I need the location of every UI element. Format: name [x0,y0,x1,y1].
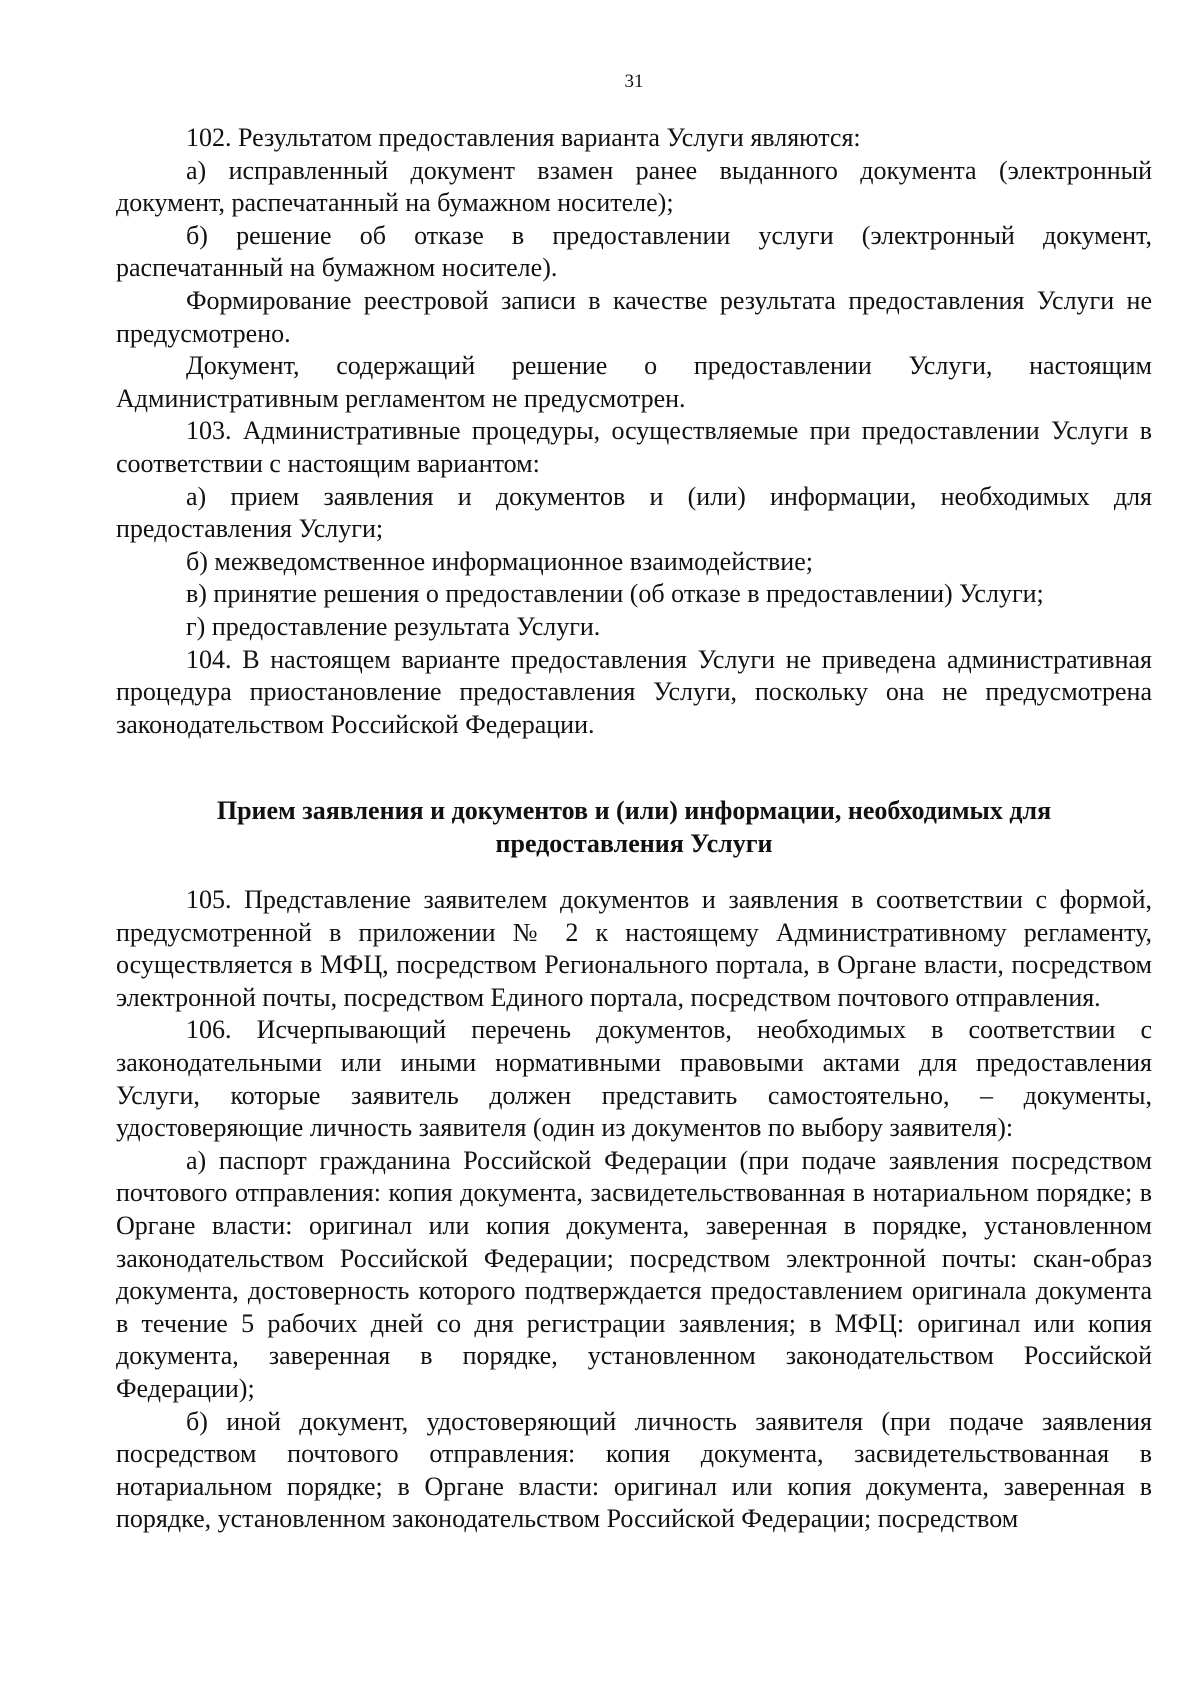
paragraph-registry-record: Формирование реестровой записи в качестве результата предоставления Услуги не предусмотрено. [116,285,1152,348]
paragraph-102: 102. Результатом предоставления варианта Услуги являются: [186,123,861,152]
paragraph-103-c: в) принятие решения о предоставлении (об отказе в предоставлении) Услуги; [186,579,1044,609]
page-number: 31 [624,71,644,92]
paragraph-103: 103. Административные процедуры, осуществляемые при предоставлении Услуги в соответствии с настоящим вариантом: [116,416,1152,478]
paragraph-103-d: г) предоставление результата Услуги. [186,611,601,641]
paragraph-103-b: б) межведомственное информационное взаимодействие; [186,546,813,576]
section-heading-line-2: предоставления Услуги [495,828,773,858]
section-2-body [116,884,1152,1536]
paragraph-106: 106. Исчерпывающий перечень документов, необходимых в соответствии с законодательными или иными нормативными правовыми актами для предоставления Услуги, которые заявитель должен представить самостоятельно, – документы, удостоверяющие личность заявителя (один из документов по выбору заявителя): [116,1015,1152,1143]
paragraph-106-b: б) иной документ, удостоверяющий личность заявителя (при подаче заявления посредством почтового отправления: копия документа, засвидетельствованная в нотариальном порядке; в Органе власти: оригинал или копия документа, заверенная в порядке, установленном законодательством Российской Федерации; посредством [116,1406,1152,1534]
paragraph-102-a: а) исправленный документ взамен ранее выданного документа (электронный документ, распечатанный на бумажном носителе); [116,155,1152,218]
paragraph-102-b: б) решение об отказе в предоставлении услуги (электронный документ, распечатанный на бумажном носителе). [116,220,1152,283]
section-heading [116,795,1152,860]
section-1-body [116,122,1152,741]
paragraph-103-a: а) прием заявления и документов и (или) информации, необходимых для предоставления Услуги; [116,481,1152,544]
paragraph-106-a: а) паспорт гражданина Российской Федерации (при подаче заявления посредством почтового отправления: копия документа, засвидетельствованная в нотариальном порядке; в Органе власти: оригинал или копия документа, заверенная в порядке, установленном законодательством Российской Федерации; посредством электронной почты: скан-образ документа, достоверность которого подтверждается предоставлением оригинала документа в течение 5 рабочих дней со дня регистрации заявления; в МФЦ: оригинал или копия документа, заверенная в порядке, установленном законодательством Российской Федерации); [116,1145,1152,1403]
paragraph-decision-document: Документ, содержащий решение о предоставлении Услуги, настоящим Административным регламентом не предусмотрен. [116,351,1152,413]
paragraph-105: 105. Представление заявителем документов и заявления в соответствии с формой, предусмотренной в приложении № 2 к настоящему Административному регламенту, осуществляется в МФЦ, посредством Регионального портала, в Органе власти, посредством электронной почты, посредством Единого портала, посредством почтового отправления. [116,885,1152,1012]
paragraph-104: 104. В настоящем варианте предоставления Услуги не приведена административная процедура приостановление предоставления Услуги, поскольку она не предусмотрена законодательством Российской Федерации. [116,644,1152,739]
section-heading-line-1: Прием заявления и документов и (или) информации, необходимых для [216,796,1052,825]
